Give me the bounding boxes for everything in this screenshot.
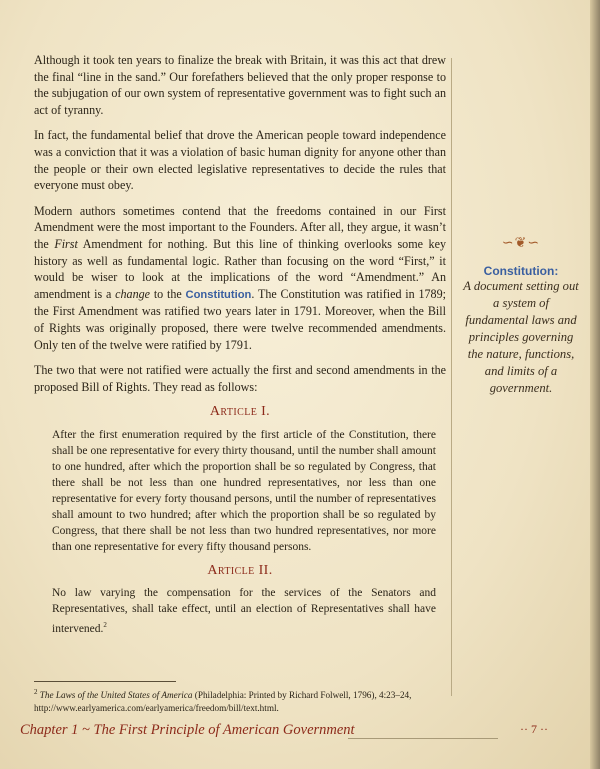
chapter-footer: Chapter 1 ~ The First Principle of American Government <box>20 722 355 738</box>
paragraph-3-text-a: Modern authors sometimes contend that the freedoms contained in our First Amendment were the most important to the Founders. After all, they argue, it wasn’t the <box>34 203 446 251</box>
footer-rule <box>348 738 498 739</box>
footnote <box>34 686 446 715</box>
paragraph-2: In fact, the fundamental belief that drove the American people toward independence was a conviction that it was a violation of basic human dignity for anyone other than the people or their own elected legislative representatives to decide the rules that everyone must obey. <box>34 128 446 193</box>
footnote-marker: 2 <box>34 688 38 696</box>
article-2-body: No law varying the compensation for the services of the Senators and Representatives, shall take effect, until an election of Representatives shall have intervened. <box>52 587 436 636</box>
page-number: ·· 7 ·· <box>520 722 548 736</box>
article-2-text <box>52 585 436 637</box>
column-divider <box>451 58 452 696</box>
article-1-text: After the first enumeration required by the first article of the Constitution, there shall be one representative for every thirty thousand, until the number shall amount to one hundred, after which the proportion shall be so regulated by Congress, that there shall be not less than one hundred representatives, nor less than one representative for every forty thousand persons, until the number of representatives shall amount to two hundred; after which the proportion shall be so regulated by Congress, that there shall be not less than two hundred representatives, nor more than one representative for every fifty thousand persons. <box>52 428 436 553</box>
paragraph-3-text-b: Amendment for nothing. But this line of thinking overlooks some key history as well as fundamental logic. Rather than focusing on the word “First,” it would be wiser to look at the implications of the word “Amendment.” An amendment is a <box>34 236 446 301</box>
constitution-glossary-term[interactable]: Constitution <box>185 288 252 301</box>
change-emphasis: change <box>115 286 151 301</box>
footnote-reference[interactable]: 2 <box>103 621 107 630</box>
sidebar-definition: A document setting out a system of fundamental laws and principles governing the nature, functions, and limits of a government. <box>463 279 579 395</box>
footnote-citation: (Philadelphia: Printed by Richard Folwell, 1796), 4:23–24, http://www.earlyamerica.com/earlyamerica/freedom/bill/text.html. <box>34 690 412 714</box>
article-1-heading: Article I. <box>209 404 271 420</box>
article-2-heading: Article II. <box>207 562 273 578</box>
paragraph-3 <box>34 203 446 353</box>
footnote-rule <box>34 681 176 682</box>
first-emphasis: First <box>54 236 78 251</box>
footnote-title: The Laws of the United States of America <box>39 690 193 701</box>
main-text-column <box>34 52 446 643</box>
paragraph-4: The two that were not ratified were actually the first and second amendments in the proposed Bill of Rights. They read as follows: <box>34 363 446 394</box>
glossary-sidebar <box>461 235 581 397</box>
paragraph-3-text-d: . The Constitution was ratified in 1789; the First Amendment was ratified two years later in 1791. Moreover, when the Bill of Rights was originally proposed, there were twelve recommended amendments. Only ten of the twelve were ratified by 1791. <box>34 286 447 352</box>
flourish-ornament-icon: ∽❦∽ <box>501 236 541 251</box>
paragraph-3-text-c: to the <box>150 286 186 301</box>
sidebar-term: Constitution: <box>483 264 559 278</box>
page-edge <box>590 0 600 769</box>
paragraph-1: Although it took ten years to finalize the break with Britain, it was this act that drew the final “line in the sand.” Our forefathers believed that the only proper response to the subjugation of our own system of representative government was to fight such an act of tyranny. <box>34 53 446 117</box>
